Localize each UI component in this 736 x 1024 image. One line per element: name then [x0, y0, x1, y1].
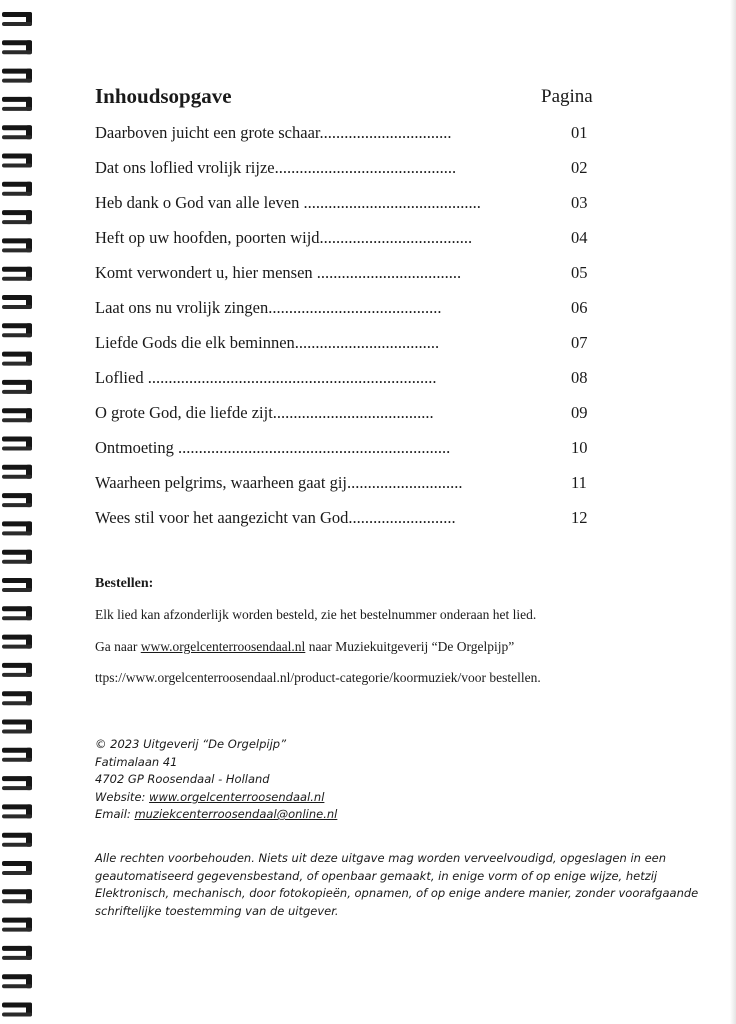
spiral-coil [2, 493, 32, 507]
spiral-coil [2, 97, 32, 111]
spiral-coil [2, 295, 32, 309]
publisher-city: 4702 GP Roosendaal - Holland [95, 772, 270, 786]
toc-entry-page: 11 [571, 473, 587, 492]
toc-entry [95, 366, 595, 401]
rights-line-1: Alle rechten voorbehouden. Niets uit deze uitgave mag worden verveelvoudigd, opgeslagen in een [95, 851, 667, 865]
spiral-coil [2, 606, 32, 620]
toc-entry-page: 09 [571, 403, 588, 422]
publisher-email-link[interactable]: muziekcenterroosendaal@online.nl [134, 807, 338, 821]
toc-entry-page: 01 [571, 123, 588, 142]
spiral-coil [2, 408, 32, 422]
spiral-coil [2, 521, 32, 535]
toc-title: Inhoudsopgave [95, 84, 232, 108]
toc-entry [95, 506, 595, 541]
order-line-1: Elk lied kan afzonderlijk worden besteld, zie het bestelnummer onderaan het lied. [95, 607, 537, 622]
toc-entry-leader: .......................... [348, 508, 456, 527]
toc-entry-page: 03 [571, 193, 588, 212]
spiral-coil [2, 833, 32, 847]
rights-line-3: Elektronisch, mechanisch, door fotokopieën, opnamen, of op enige andere manier, zonder voorafgaande [95, 886, 699, 900]
toc-entry-title: Loflied [95, 368, 148, 387]
email-label: Email: [95, 807, 135, 821]
spiral-coil [2, 776, 32, 790]
spiral-coil [2, 210, 32, 224]
spiral-coil [2, 69, 32, 83]
toc-entry [95, 156, 595, 191]
spiral-coil [2, 238, 32, 252]
spiral-coil [2, 437, 32, 451]
toc-entry-page: 06 [571, 298, 588, 317]
toc-entry-page: 07 [571, 333, 588, 352]
toc-entry [95, 471, 595, 506]
order-line-2-prefix: Ga naar [95, 639, 141, 654]
spiral-coil [2, 635, 32, 649]
toc-entry-title: Komt verwondert u, hier mensen [95, 263, 317, 282]
spiral-coil [2, 40, 32, 54]
toc-entry-leader: .......................................... [268, 298, 442, 317]
toc-entry [95, 191, 595, 226]
copyright-line: © 2023 Uitgeverij “De Orgelpijp” [95, 737, 287, 751]
publisher-street: Fatimalaan 41 [95, 754, 178, 769]
toc-entry-title: Dat ons loflied vrolijk rijze [95, 158, 275, 177]
spiral-coil [2, 946, 32, 960]
toc-entry-title: Ontmoeting [95, 438, 178, 457]
page-edge-shadow [730, 0, 736, 1024]
publisher-website-link[interactable]: www.orgelcenterroosendaal.nl [149, 789, 325, 804]
website-link[interactable]: www.orgelcenterroosendaal.nl [140, 639, 306, 654]
spiral-coil [2, 12, 32, 26]
order-line-2 [95, 639, 514, 655]
spiral-coil [2, 125, 32, 139]
toc-entry-title: Daarboven juicht een grote schaar [95, 123, 320, 142]
toc-entry-title: O grote God, die liefde zijt [95, 403, 273, 422]
spiral-coil [2, 720, 32, 734]
toc-entry-title: Heft op uw hoofden, poorten wijd [95, 228, 320, 247]
spiral-coil [2, 380, 32, 394]
spiral-coil [2, 352, 32, 366]
spiral-coil [2, 918, 32, 932]
spiral-coil [2, 974, 32, 988]
toc-entry [95, 226, 595, 261]
spiral-coil [2, 154, 32, 168]
publisher-email-line [95, 806, 337, 824]
toc-entry-page: 02 [571, 158, 588, 177]
toc-entry-leader: ................................... [316, 263, 462, 282]
publisher-block [95, 736, 337, 824]
toc-entry [95, 261, 595, 296]
toc-entry-page: 12 [571, 508, 588, 527]
rights-line-4: schriftelijke toestemming van de uitgever. [95, 903, 339, 918]
toc-entry-leader: ..................................... [319, 228, 473, 247]
spiral-coil [2, 861, 32, 875]
toc-entry-leader: ................................ [319, 123, 452, 142]
toc-entry-leader: ........................................... [303, 193, 481, 212]
toc-entry [95, 436, 595, 471]
spiral-binding [0, 0, 40, 1024]
rights-notice [95, 850, 699, 920]
spiral-coil [2, 804, 32, 818]
toc-entry-title: Laat ons nu vrolijk zingen [95, 298, 269, 317]
toc-entry-title: Heb dank o God van alle leven [95, 193, 304, 212]
order-line-3: ttps://www.orgelcenterroosendaal.nl/product-categorie/koormuziek/voor bestellen. [95, 670, 541, 685]
toc-page-header: Pagina [541, 86, 593, 107]
toc-entry-page: 10 [571, 438, 588, 457]
toc-entry-title: Wees stil voor het aangezicht van God [95, 508, 349, 527]
toc-list [95, 121, 595, 541]
spiral-coil [2, 1003, 32, 1017]
spiral-coil [2, 889, 32, 903]
spiral-coil [2, 182, 32, 196]
toc-entry [95, 401, 595, 436]
toc-entry-leader: ............................................ [274, 158, 457, 177]
toc-entry-title: Liefde Gods die elk beminnen [95, 333, 295, 352]
website-label: Website: [95, 789, 150, 804]
spiral-coil [2, 465, 32, 479]
spiral-coil [2, 323, 32, 337]
toc-entry-leader: ....................................... [272, 403, 434, 422]
toc-entry-leader: ................................... [294, 333, 440, 352]
spiral-coil [2, 748, 32, 762]
spiral-coil [2, 550, 32, 564]
spiral-coil [2, 267, 32, 281]
rights-line-2: geautomatiseerd gegevensbestand, of openbaar gemaakt, in enige vorm of op enige wijze, hetzij [95, 868, 658, 883]
toc-entry-leader: ...................................................................... [147, 368, 437, 387]
spiral-coil [2, 663, 32, 677]
order-title: Bestellen: [95, 576, 154, 591]
order-line-2-suffix: naar Muziekuitgeverij “De Orgelpijp” [305, 639, 515, 654]
toc-entry [95, 121, 595, 156]
spiral-coil [2, 578, 32, 592]
toc-entry-page: 08 [571, 368, 588, 387]
toc-entry [95, 331, 595, 366]
toc-entry-title: Waarheen pelgrims, waarheen gaat gij [95, 473, 348, 492]
toc-entry-leader: ............................ [347, 473, 463, 492]
spiral-coil [2, 691, 32, 705]
publisher-website-line [95, 789, 337, 807]
toc-entry-page: 04 [571, 228, 588, 247]
toc-entry-page: 05 [571, 263, 588, 282]
toc-entry-leader: .................................................................. [177, 438, 451, 457]
toc-entry [95, 296, 595, 331]
